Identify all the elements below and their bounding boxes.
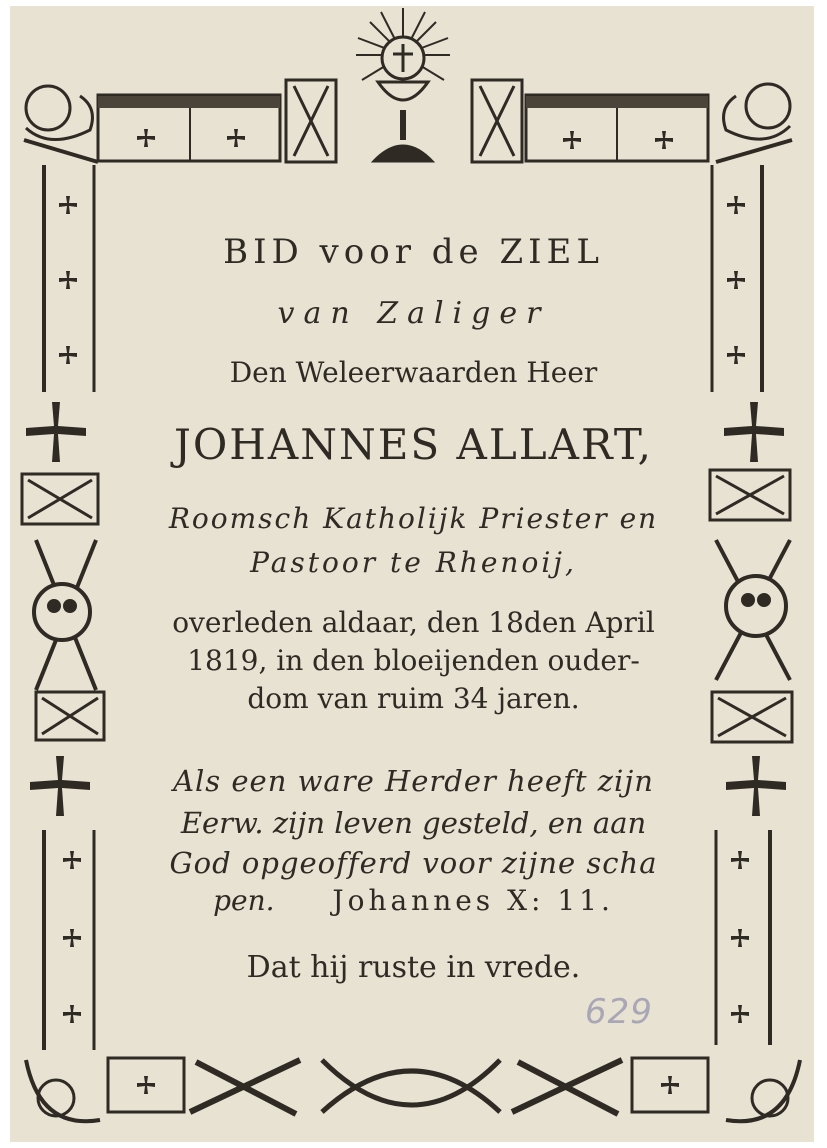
chalice-host-icon <box>356 8 450 162</box>
deceased-name: JOHANNES ALLART, <box>173 420 654 469</box>
title-line: Den Weleerwaarden Heer <box>229 356 598 389</box>
cross-pattee-icon <box>726 756 786 816</box>
scripture-reference: Johannes X: 11. <box>332 884 614 917</box>
hourglass-icon <box>472 80 522 162</box>
bottom-border <box>26 1058 800 1121</box>
crossed-torches-icon <box>512 1060 622 1114</box>
verse-line-3: God opgeofferd voor zijne scha <box>169 846 658 880</box>
angel-head-icon <box>726 1060 800 1121</box>
scythe-icon <box>322 1060 500 1105</box>
small-cross-icon <box>227 129 245 147</box>
cross-pattee-icon <box>26 402 86 462</box>
hourglass-icon <box>286 80 336 162</box>
angel-head-icon <box>24 86 98 162</box>
death-line-1: overleden aldaar, den 18den April <box>172 606 655 639</box>
death-line-3: dom van ruim 34 jaren. <box>247 682 580 715</box>
verse-line-1: Als een ware Herder heeft zijn <box>173 764 654 798</box>
cross-pattee-icon <box>724 402 784 462</box>
verse-line-2: Eerw. zijn leven gesteld, en aan <box>180 806 647 840</box>
verse-line-4 <box>100 884 727 917</box>
small-cross-icon <box>137 129 155 147</box>
cross-pattee-icon <box>30 756 90 816</box>
heading-bid-voor-de-ziel: BID voor de ZIEL <box>223 232 604 272</box>
archive-number: 629 <box>585 992 653 1032</box>
small-cross-icon <box>655 131 673 149</box>
angel-head-icon <box>26 1060 100 1121</box>
crossed-torches-icon <box>190 1060 300 1114</box>
small-cross-icon <box>563 131 581 149</box>
death-line-2: 1819, in den bloeijenden ouder- <box>187 644 640 677</box>
role-line-1: Roomsch Katholijk Priester en <box>168 502 659 535</box>
van-zaliger: van Zaliger <box>277 296 550 331</box>
skull-crossbones-icon <box>34 540 96 690</box>
angel-head-icon <box>716 84 792 162</box>
skull-crossbones-icon <box>716 540 790 680</box>
closing-prayer: Dat hij ruste in vrede. <box>246 950 581 985</box>
verse-pen: pen. <box>213 884 275 917</box>
role-line-2: Pastoor te Rhenoij, <box>250 546 577 579</box>
